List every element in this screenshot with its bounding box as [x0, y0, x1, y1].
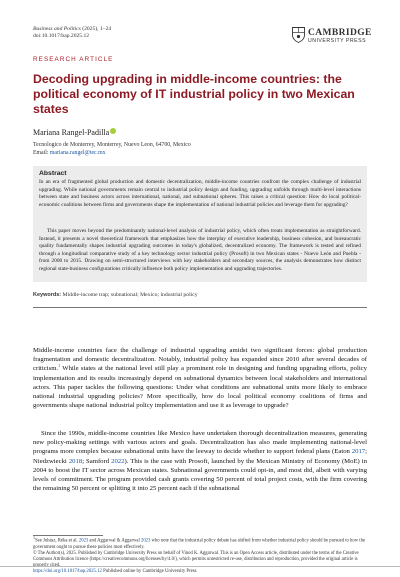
divider [33, 307, 367, 308]
orcid-icon[interactable] [110, 128, 116, 134]
body-text: ). This is the case with Prosoft, launched by the Mexican Ministry of Economy (MoE) in 2004 to boost the IT sector across Mexican states. Subnational governments could opt-in, and most did, albeit with varying levels of commitment. The program provided cash grants covering 50 percent of total project costs, with the firm covering the remaining 50 percent or splitting it into 25 percent each if the subnational [33, 457, 368, 493]
publisher-name: CAMBRIDGE [308, 28, 372, 38]
abstract-paragraph-2: This paper moves beyond the predominantly national-level analysis of industrial policy, which often treats implementation as straightforward. Instead, it presents a novel theoretical framework that emphasizes how the interplay of executive leadership, business cohesion, and bureaucratic quality fundamentally shapes industrial upgrading outcomes in today's globalized, decentralized economy. The framework is tested and refined through a longitudinal comparative study of a key technology sector industrial policy (Prosoft) in two Mexican states - Nuevo León and Puebla - from 2000 to 2015. Drawing on semi-structured interviews with key stakeholders and secondary sources, the analysis demonstrates how distinct regional state-business configurations critically influence both policy implementation and upgrading trajectories. [39, 228, 361, 272]
footnote-number: 1 [33, 535, 35, 540]
footnote-divider [33, 535, 103, 536]
footnote-text: See Juhász, Réka et al. [35, 538, 79, 544]
abstract-box [33, 166, 367, 282]
body-paragraph-1 [33, 346, 367, 410]
email-label: Email: [33, 150, 49, 156]
license-note: © The Author(s), 2025. Published by Cambridge University Press on behalf of Vinod K. Aggarwal. This is an Open Access article, distributed under the terms of the Creative Commons Attribution licence (https://creativecommons.org/licenses/by/4.0/), which permits unrestricted re-use, distribution and reproduction, provided the original article is properly cited. [33, 551, 359, 568]
body-text: ; Samford [82, 457, 112, 465]
journal-doi: doi:10.1017/bap.2025.12 [33, 33, 90, 39]
body-text: Middle-income countries face the challenge of industrial upgrading amidst two significant forces: global production fragmentation and domestic decentralization. Notably, industrial policy has expanded since 2010 after several decades of criticism. [33, 347, 367, 373]
citation-link[interactable]: 2023 [140, 538, 151, 544]
body-text: ; Niedzwiecki [33, 448, 367, 465]
citation-link[interactable]: 2022 [111, 457, 125, 465]
journal-year-pages: (2025), 1–24 [82, 26, 112, 32]
doi-link[interactable]: https://doi.org/10.1017/bap.2025.12 [33, 569, 102, 574]
article-title: Decoding upgrading in middle-income countries: the political economy of IT industrial policy in two Mexican states [33, 72, 355, 116]
article-type: RESEARCH ARTICLE [33, 56, 114, 63]
citation-link[interactable]: 2018 [68, 457, 83, 465]
footnote-text: and Aggarwal & Aggarwal [88, 538, 141, 544]
body-paragraph-2 [33, 429, 367, 493]
body-text: Since the 1990s, middle-income countries like Mexico have undertaken thorough decentralization measures, generating new policy-making settings with various actors and goals. Decentralization has also made implementing national-level programs more complex because subnational units have the leeway to decide whether to support federal plans (Eaton [33, 430, 367, 456]
page-footer [33, 569, 197, 574]
author-name[interactable]: Mariana Rangel-Padilla [33, 128, 110, 137]
keywords-label: Keywords: [33, 292, 62, 298]
crest-icon [292, 27, 305, 43]
body-text: While states at the national level still play a prominent role in designing and funding upgrading efforts, policy implementation and its results increasingly depend on subnational dynamics between local stakeholders and international actors. This paper tackles the following questions: Under what conditions are subnational units more likely to embrace national industrial upgrading policies? More specifically, how do local political economy coalitions of firms and governments shape national industrial policy implementation and use it as leverage to upgrade? [33, 365, 367, 410]
keywords-line [33, 292, 198, 298]
email-link[interactable]: mariana.rangel@tec.mx [49, 150, 106, 156]
footer-divider [0, 566, 400, 567]
journal-header [33, 26, 111, 40]
citation-link[interactable]: 2023 [78, 538, 89, 544]
journal-name: Business and Politics [33, 26, 81, 32]
abstract-paragraph-1: In an era of fragmented global production and domestic decentralization, middle-income countries confront the complex challenge of industrial upgrading. While national governments remain central to industrial policy design and funding, upgrading unfolds through multi-level interactions between state and business actors across international, national, and subnational spheres. This raises a critical question: How do local political-economic coalitions between firms and governments shape the implementation of national industrial policies and leverage them for upgrading? [39, 179, 361, 208]
affiliation: Tecnologico de Monterrey, Monterrey, Nuevo Leon, 64700, Mexico [33, 142, 191, 148]
keywords-text: Middle-income trap; subnational; Mexico; industrial policy [62, 292, 198, 298]
footnote-text: who note that the industrial policy debate has shifted from whether industrial policy should be pursued to how the government ought to pursue these policies most effectively. [33, 538, 366, 550]
citation-link[interactable]: 2017 [351, 448, 366, 456]
publisher-logo [292, 26, 372, 48]
published-note: Published online by Cambridge University Press [103, 569, 197, 574]
email-line [33, 150, 105, 156]
publisher-subtitle: UNIVERSITY PRESS [308, 38, 367, 44]
footnote-1 [33, 535, 367, 551]
author-line [33, 128, 116, 137]
footnote-ref[interactable]: 1 [58, 363, 61, 369]
abstract-heading: Abstract [39, 170, 67, 177]
